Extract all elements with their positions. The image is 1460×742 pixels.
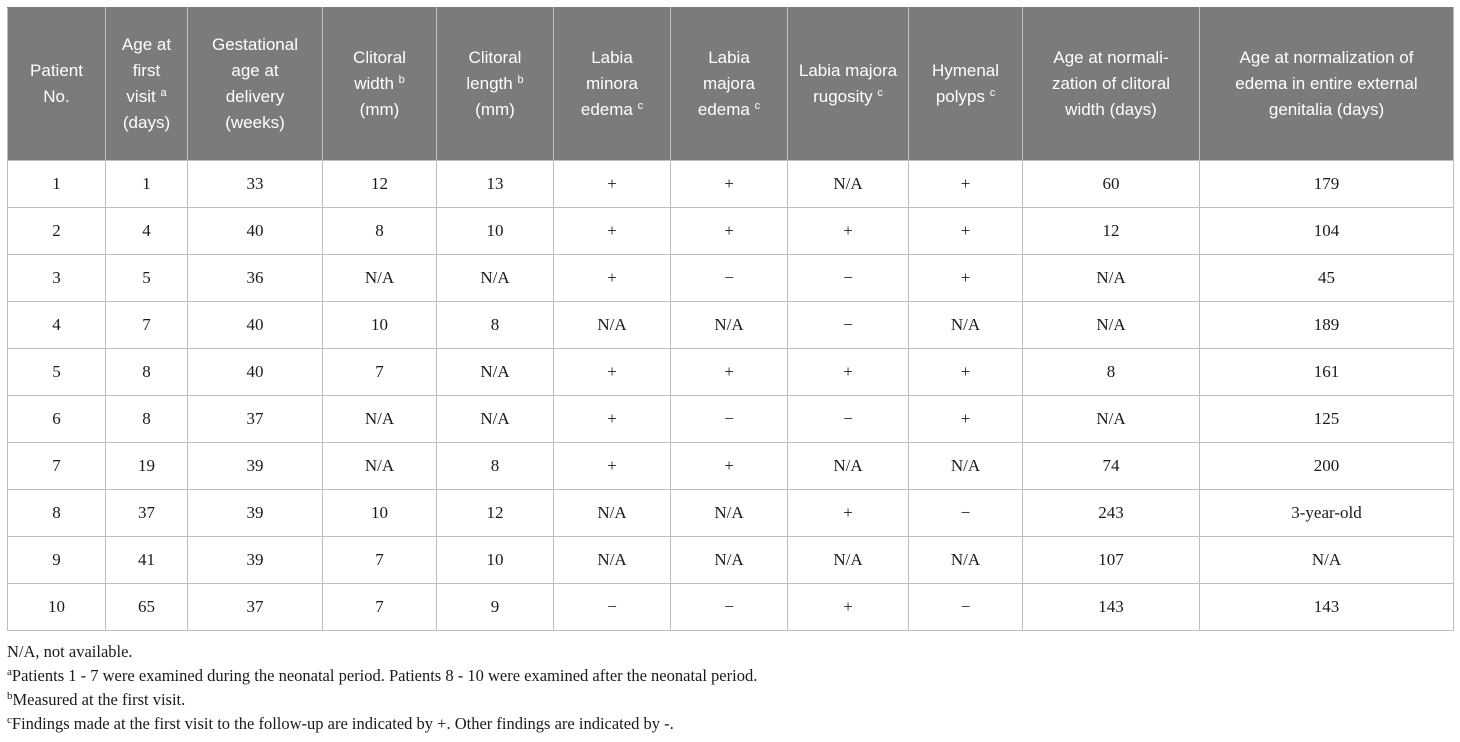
table-cell: N/A: [437, 396, 554, 443]
table-cell: +: [909, 396, 1023, 443]
header-labia-minora-edema: Labia minora edema $^c$: [554, 8, 671, 161]
table-cell: +: [671, 161, 788, 208]
table-cell: +: [554, 396, 671, 443]
table-body: [8, 161, 1454, 631]
footnote-a: $^a$Patients 1 - 7 were examined during the neonatal period. Patients 8 - 10 were examined after the neonatal period.: [7, 666, 758, 685]
table-cell: +: [909, 255, 1023, 302]
table-cell: 37: [106, 490, 188, 537]
table-cell: 10: [323, 490, 437, 537]
table-cell: 7: [323, 537, 437, 584]
table-cell: +: [671, 349, 788, 396]
table-cell: 8: [8, 490, 106, 537]
table-cell: 9: [8, 537, 106, 584]
table-cell: 243: [1023, 490, 1200, 537]
table-cell: 2: [8, 208, 106, 255]
table-cell: 40: [188, 349, 323, 396]
header-clitoral-width: Clitoral width $^b$ (mm): [323, 8, 437, 161]
table-cell: 10: [8, 584, 106, 631]
table-cell: −: [671, 255, 788, 302]
table-cell: 13: [437, 161, 554, 208]
table-cell: 37: [188, 396, 323, 443]
table-cell: 3-year-old: [1200, 490, 1454, 537]
table-cell: −: [671, 396, 788, 443]
table-row: [8, 349, 1454, 396]
table-cell: +: [909, 208, 1023, 255]
table-row: [8, 443, 1454, 490]
table-cell: N/A: [909, 302, 1023, 349]
table-row: [8, 302, 1454, 349]
header-clitoral-length: Clitoral length $^b$ (mm): [437, 8, 554, 161]
table-row: [8, 396, 1454, 443]
table-row: [8, 208, 1454, 255]
table-cell: 143: [1200, 584, 1454, 631]
header-labia-majora-rugosity: Labia majora rugosity $^c$: [788, 8, 909, 161]
table-cell: 40: [188, 302, 323, 349]
table-cell: 8: [106, 396, 188, 443]
header-patient-no: Patient No.: [8, 8, 106, 161]
table-cell: 7: [323, 349, 437, 396]
table-cell: 7: [106, 302, 188, 349]
table-cell: 1: [106, 161, 188, 208]
table-cell: 8: [106, 349, 188, 396]
table-cell: 12: [1023, 208, 1200, 255]
table-cell: +: [788, 349, 909, 396]
table-row: [8, 161, 1454, 208]
footnotes: [7, 640, 757, 736]
table-cell: +: [788, 208, 909, 255]
table-cell: −: [788, 396, 909, 443]
header-age-normalization-edema: Age at normalization of edema in entire external genitalia (days): [1200, 8, 1454, 161]
table-cell: −: [788, 302, 909, 349]
table-cell: 189: [1200, 302, 1454, 349]
footnote-c: $^c$Findings made at the first visit to the follow-up are indicated by +. Other findings are indicated by -.: [7, 714, 674, 733]
header-row: [8, 8, 1454, 161]
table-cell: N/A: [788, 161, 909, 208]
table-row: [8, 255, 1454, 302]
table-cell: +: [788, 584, 909, 631]
table-cell: 1: [8, 161, 106, 208]
table-cell: 8: [1023, 349, 1200, 396]
table-cell: 5: [8, 349, 106, 396]
table-cell: 40: [188, 208, 323, 255]
table-cell: 12: [323, 161, 437, 208]
table-cell: N/A: [437, 255, 554, 302]
table-cell: 12: [437, 490, 554, 537]
table-cell: 143: [1023, 584, 1200, 631]
table-cell: 7: [323, 584, 437, 631]
table-cell: 60: [1023, 161, 1200, 208]
table-cell: N/A: [788, 537, 909, 584]
table-cell: 74: [1023, 443, 1200, 490]
table-cell: N/A: [671, 490, 788, 537]
table-cell: 107: [1023, 537, 1200, 584]
table-cell: N/A: [1023, 302, 1200, 349]
table-cell: 161: [1200, 349, 1454, 396]
header-gestational-age: Gestational age at delivery (weeks): [188, 8, 323, 161]
table-cell: +: [671, 208, 788, 255]
table-cell: N/A: [323, 396, 437, 443]
table-cell: 19: [106, 443, 188, 490]
table-cell: 8: [437, 302, 554, 349]
table-cell: −: [788, 255, 909, 302]
table-row: [8, 490, 1454, 537]
table-cell: N/A: [909, 443, 1023, 490]
table-cell: +: [909, 161, 1023, 208]
table-cell: −: [671, 584, 788, 631]
table-cell: +: [788, 490, 909, 537]
table-cell: 65: [106, 584, 188, 631]
table-cell: +: [554, 255, 671, 302]
table-row: [8, 537, 1454, 584]
table-cell: +: [554, 161, 671, 208]
table-cell: +: [671, 443, 788, 490]
table-cell: +: [554, 443, 671, 490]
table-cell: −: [554, 584, 671, 631]
table-cell: N/A: [671, 537, 788, 584]
table-cell: 41: [106, 537, 188, 584]
table-cell: N/A: [554, 537, 671, 584]
table-cell: 4: [8, 302, 106, 349]
table-cell: −: [909, 490, 1023, 537]
header-age-first-visit: Age at first visit $^a$ (days): [106, 8, 188, 161]
table-cell: 104: [1200, 208, 1454, 255]
table-row: [8, 584, 1454, 631]
table-cell: 37: [188, 584, 323, 631]
table-cell: 39: [188, 490, 323, 537]
table-cell: N/A: [1023, 396, 1200, 443]
table-cell: 200: [1200, 443, 1454, 490]
table-cell: 8: [323, 208, 437, 255]
table-cell: 179: [1200, 161, 1454, 208]
header-labia-majora-edema: Labia majora edema $^c$: [671, 8, 788, 161]
table-cell: +: [554, 208, 671, 255]
table-cell: 10: [437, 537, 554, 584]
table-cell: N/A: [909, 537, 1023, 584]
table-cell: 8: [437, 443, 554, 490]
table-cell: N/A: [1023, 255, 1200, 302]
table-cell: 125: [1200, 396, 1454, 443]
table-cell: 39: [188, 443, 323, 490]
header-age-normalization-clitoral: Age at normali-zation of clitoral width (days): [1023, 8, 1200, 161]
table-cell: 36: [188, 255, 323, 302]
table-cell: 6: [8, 396, 106, 443]
table-cell: 3: [8, 255, 106, 302]
table-container: [7, 7, 1453, 631]
table-cell: N/A: [671, 302, 788, 349]
footnote-b: $^b$Measured at the first visit.: [7, 690, 186, 709]
table-cell: 4: [106, 208, 188, 255]
table-cell: 10: [323, 302, 437, 349]
table-cell: 9: [437, 584, 554, 631]
table-cell: N/A: [554, 490, 671, 537]
table-cell: N/A: [788, 443, 909, 490]
footnote-na: N/A, not available.: [7, 642, 133, 661]
table-cell: 5: [106, 255, 188, 302]
table-cell: +: [554, 349, 671, 396]
table-cell: N/A: [554, 302, 671, 349]
table-cell: N/A: [1200, 537, 1454, 584]
table-cell: 39: [188, 537, 323, 584]
table-cell: 45: [1200, 255, 1454, 302]
header-hymenal-polyps: Hymenal polyps $^c$: [909, 8, 1023, 161]
patient-findings-table: [7, 7, 1454, 631]
table-cell: 7: [8, 443, 106, 490]
table-cell: 33: [188, 161, 323, 208]
table-cell: N/A: [323, 443, 437, 490]
table-cell: N/A: [323, 255, 437, 302]
table-cell: 10: [437, 208, 554, 255]
table-cell: N/A: [437, 349, 554, 396]
table-cell: −: [909, 584, 1023, 631]
table-cell: +: [909, 349, 1023, 396]
